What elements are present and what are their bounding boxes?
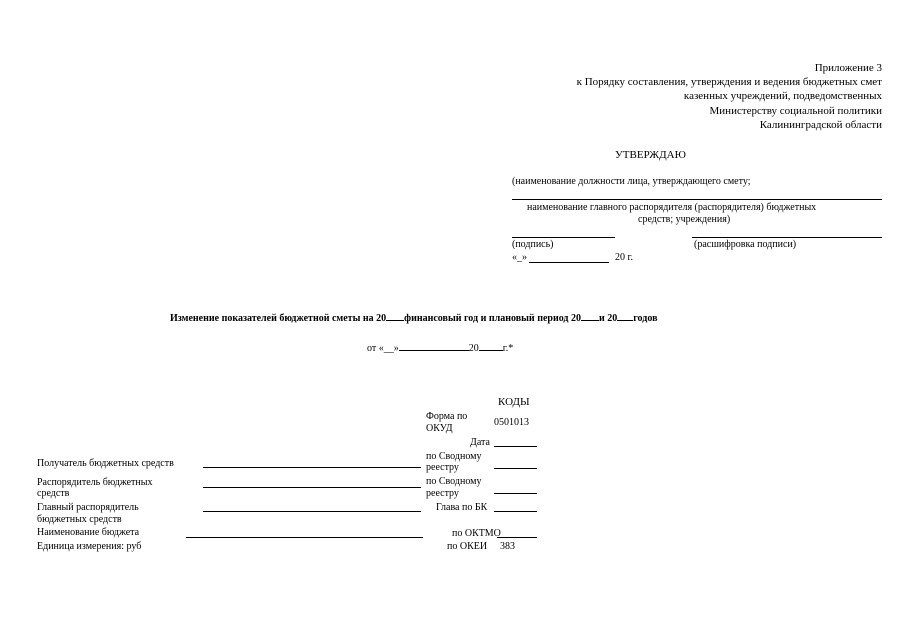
decode-hint: (расшифровка подписи) [694, 239, 797, 250]
oktmo-label: по ОКТМО [452, 528, 501, 539]
decode-line [692, 237, 882, 238]
appendix-line: к Порядку составления, утверждения и ведения бюджетных смет [576, 76, 882, 88]
form-label: Форма по [426, 411, 468, 422]
date-blank [479, 341, 503, 351]
year-blank [617, 311, 633, 321]
document-title [170, 311, 657, 324]
approve-year: 20 г. [615, 252, 633, 263]
date-from: от «__» [367, 343, 399, 354]
glava-code-line [494, 511, 537, 512]
distributor-label: средств [37, 488, 70, 499]
budget-name-line [186, 537, 423, 538]
form-code: 0501013 [494, 417, 529, 428]
date-year: 20 [468, 343, 479, 354]
oktmo-code-line [497, 537, 537, 538]
okei-label: по ОКЕИ [447, 541, 488, 552]
document-date [367, 341, 513, 354]
date-code-line [494, 446, 537, 447]
date-label: Дата [470, 437, 490, 448]
approve-date-quote: «_» [512, 252, 527, 263]
title-part: финансовый год и плановый период 20 [404, 313, 581, 324]
glava-label: Глава по БК [436, 502, 488, 513]
main-distributor-label: бюджетных средств [37, 514, 122, 525]
title-part: Изменение показателей бюджетной сметы на 20 [170, 313, 387, 324]
svod-code-line [494, 493, 537, 494]
approve-date-line [529, 262, 609, 263]
recipient-label: Получатель бюджетных средств [37, 458, 174, 469]
approve-title: УТВЕРЖДАЮ [615, 149, 686, 161]
appendix-line: казенных учреждений, подведомственных [683, 90, 882, 102]
date-suffix: г.* [502, 343, 514, 354]
recipient-line [203, 467, 421, 468]
signature-hint: (подпись) [512, 239, 554, 250]
signature-line [512, 237, 615, 238]
main-distributor-line [203, 511, 421, 512]
distributor-label: Распорядитель бюджетных [37, 477, 153, 488]
distributor-line [203, 487, 421, 488]
main-distributor-label: Главный распорядитель [37, 502, 139, 513]
org-hint: средств; учреждения) [638, 214, 731, 225]
form-label: ОКУД [426, 423, 453, 434]
codes-header: КОДЫ [498, 396, 530, 408]
appendix-line: Министерству социальной политики [709, 105, 882, 117]
svod-label: реестру [426, 488, 459, 499]
position-hint: (наименование должности лица, утверждающего смету; [512, 176, 751, 187]
org-hint: наименование главного распорядителя (распорядителя) бюджетных [527, 202, 817, 213]
svod-label: реестру [426, 462, 459, 473]
appendix-line: Калининградской области [759, 119, 882, 131]
svod-label: по Сводному [426, 476, 482, 487]
title-part: и 20 [599, 313, 618, 324]
date-blank [399, 341, 469, 351]
title-part: годов [633, 313, 658, 324]
svod-label: по Сводному [426, 451, 482, 462]
budget-name-label: Наименование бюджета [37, 527, 140, 538]
position-line [512, 199, 882, 200]
appendix-number: Приложение 3 [814, 62, 882, 74]
year-blank [386, 311, 404, 321]
svod-code-line [494, 468, 537, 469]
unit-label: Единица измерения: руб [37, 541, 142, 552]
year-blank [581, 311, 599, 321]
okei-code: 383 [500, 541, 515, 552]
